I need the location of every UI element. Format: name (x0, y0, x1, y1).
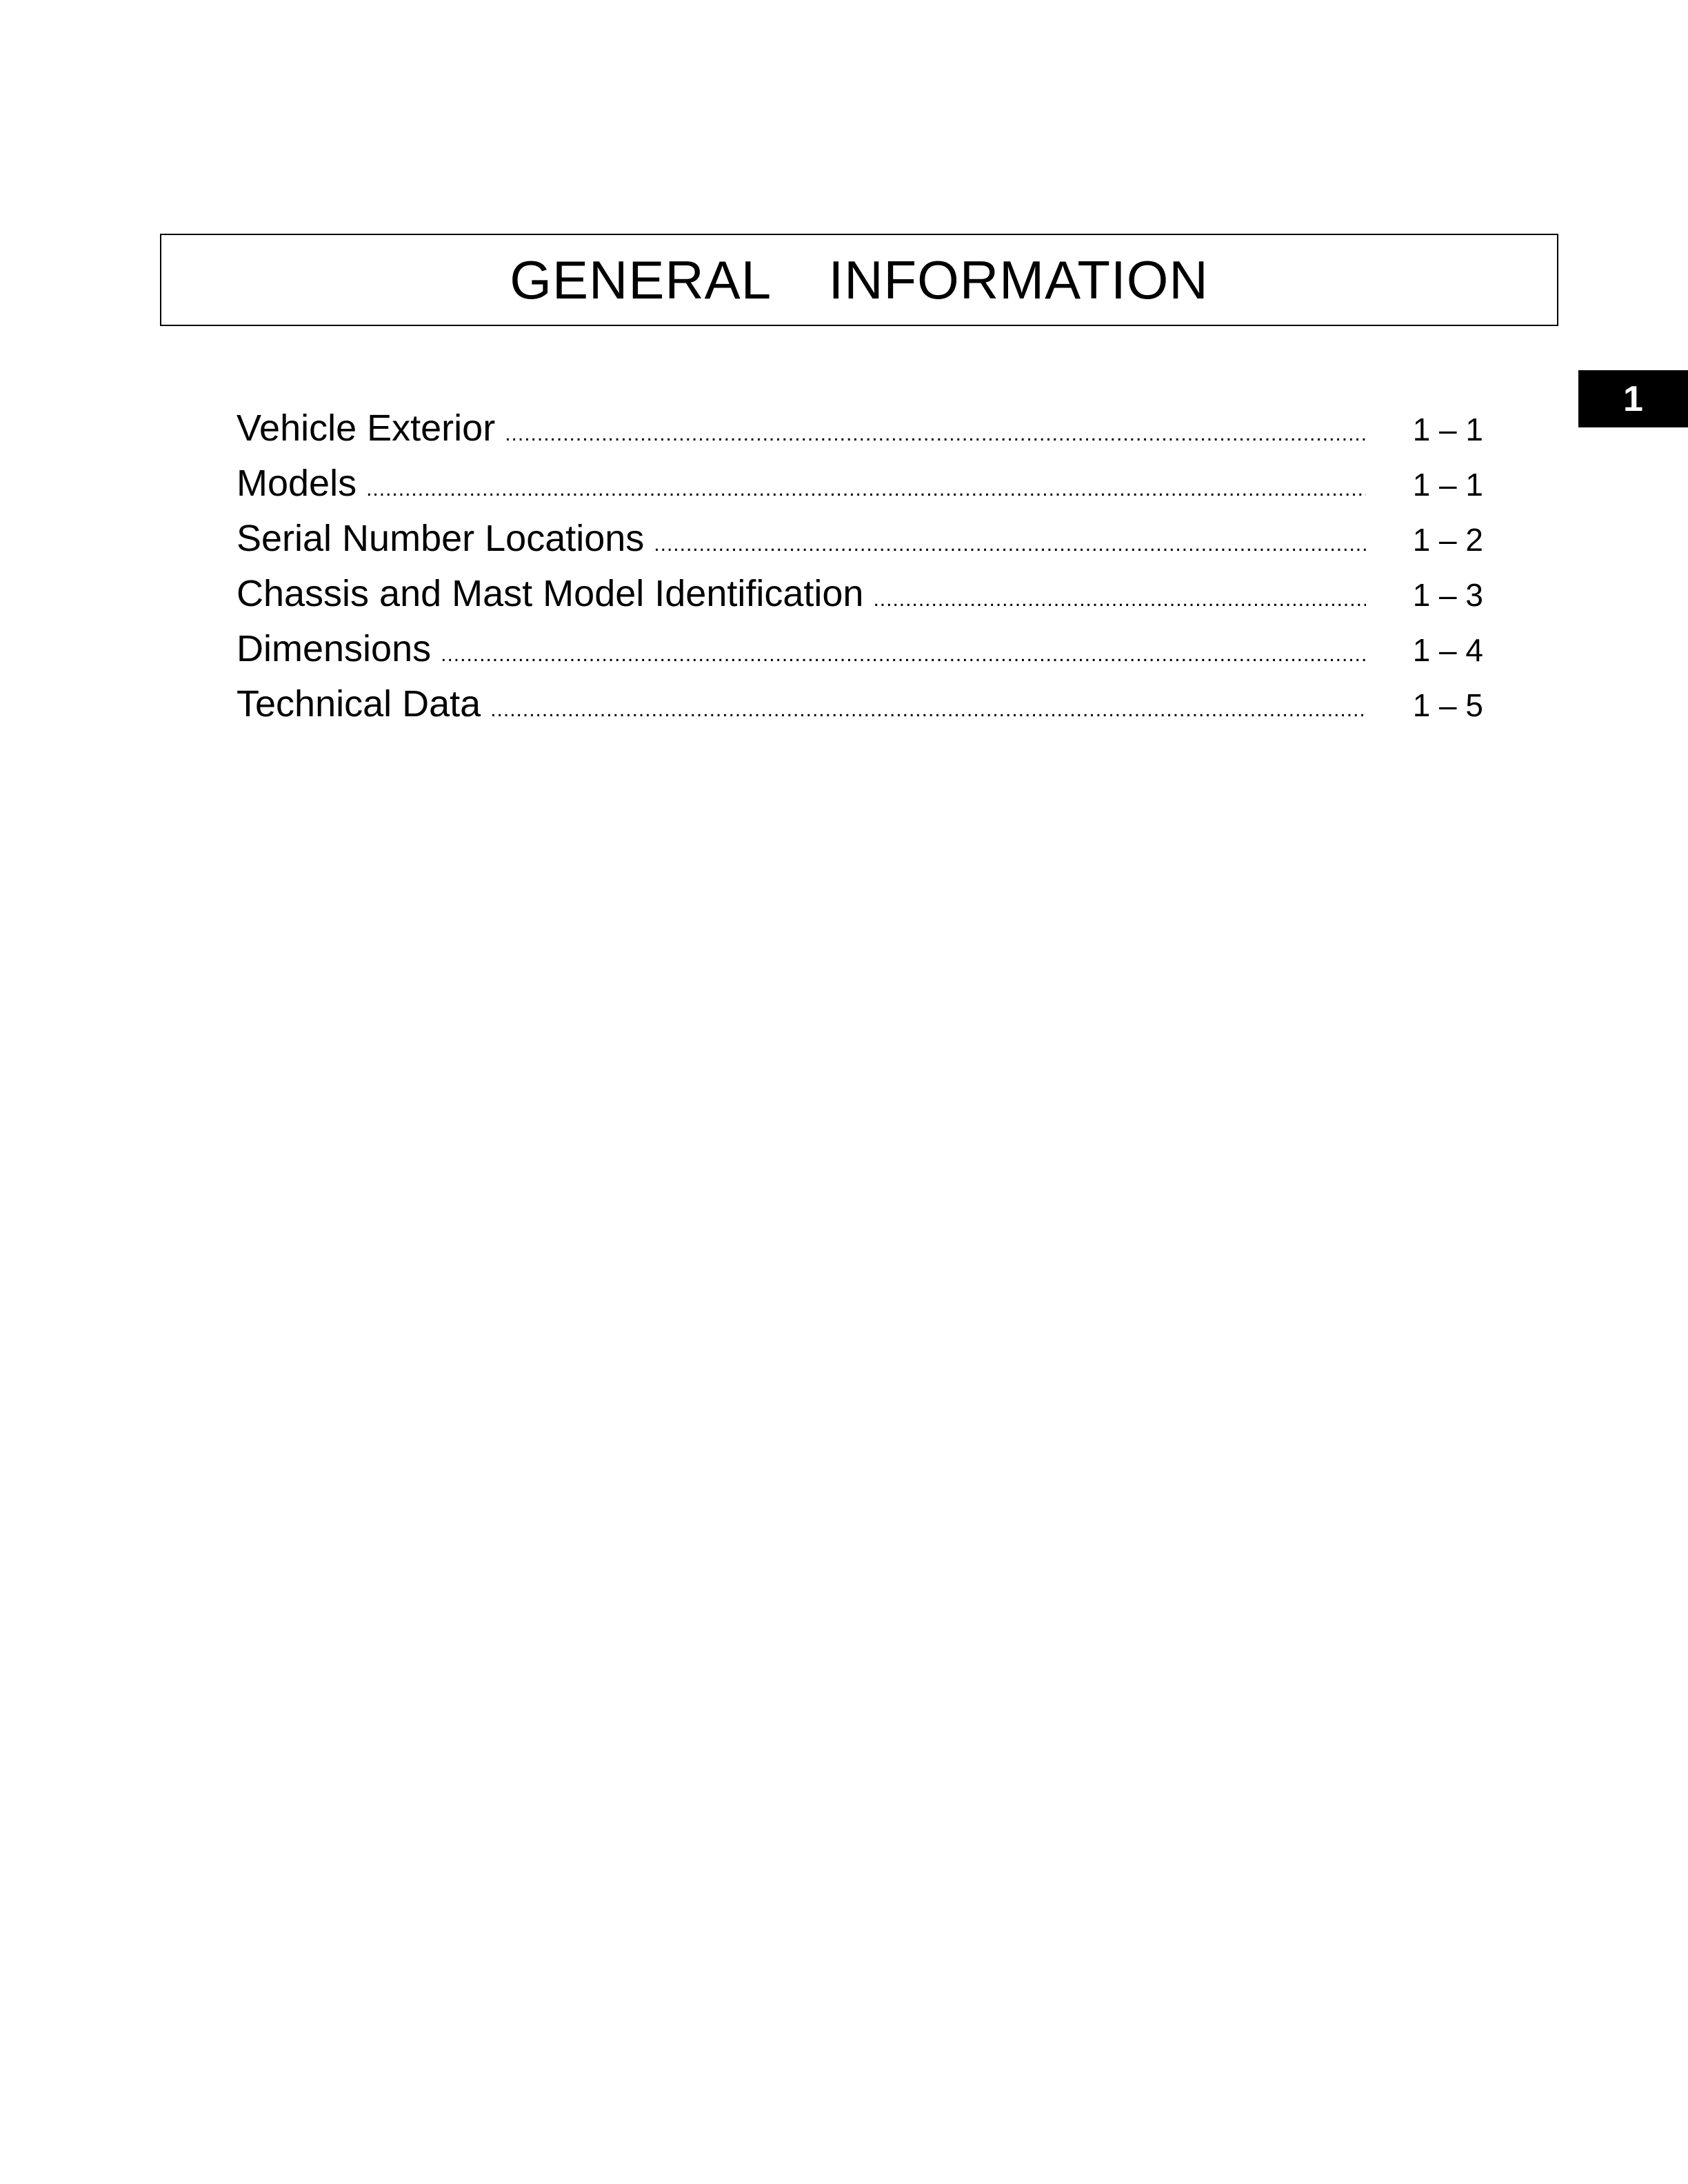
toc-page: 1 – 1 (1412, 412, 1483, 447)
page-title: GENERAL INFORMATION (510, 249, 1209, 310)
toc-page: 1 – 3 (1412, 577, 1483, 613)
toc-label: Vehicle Exterior (237, 407, 496, 449)
toc-page: 1 – 2 (1412, 522, 1483, 558)
dot-leader (654, 533, 1366, 556)
toc-label: Dimensions (237, 628, 432, 669)
title-box (160, 234, 1558, 326)
dot-leader (505, 423, 1366, 446)
toc-page: 1 – 5 (1412, 687, 1483, 723)
dot-leader (441, 643, 1366, 667)
dot-leader (490, 698, 1366, 722)
dot-leader (873, 588, 1366, 611)
toc-entry[interactable] (237, 572, 1486, 627)
dot-leader (366, 478, 1366, 501)
toc-label: Chassis and Mast Model Identification (237, 573, 864, 614)
toc-label: Serial Number Locations (237, 518, 645, 559)
toc-page: 1 – 1 (1412, 467, 1483, 503)
toc-entry[interactable] (237, 517, 1486, 572)
toc-entry[interactable] (237, 462, 1486, 517)
toc-entry[interactable] (237, 627, 1486, 682)
toc-label: Technical Data (237, 683, 481, 725)
toc-page: 1 – 4 (1412, 632, 1483, 668)
toc-label: Models (237, 463, 357, 504)
toc-entry[interactable] (237, 407, 1486, 462)
toc-entry[interactable] (237, 682, 1486, 738)
section-tab: 1 (1578, 370, 1688, 427)
table-of-contents (237, 407, 1486, 738)
